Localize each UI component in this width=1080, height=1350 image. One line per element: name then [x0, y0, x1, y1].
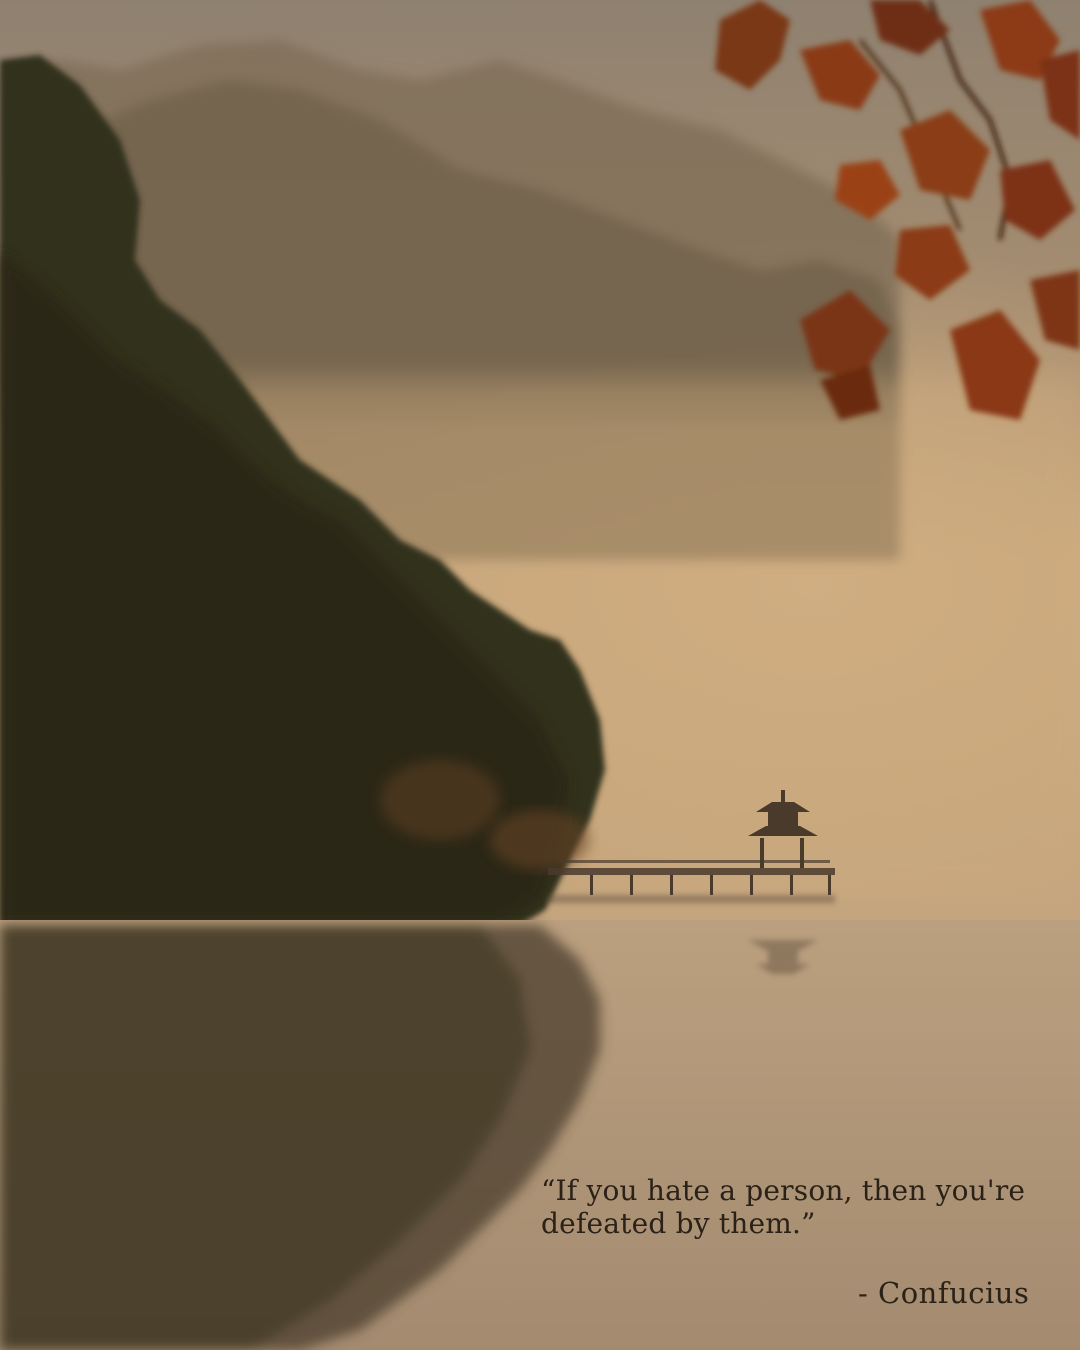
- quote-text: “If you hate a person, then you're defeated by them.”: [541, 1174, 1026, 1240]
- quote-author: - Confucius: [858, 1276, 1030, 1310]
- quote-block: [541, 1174, 1061, 1240]
